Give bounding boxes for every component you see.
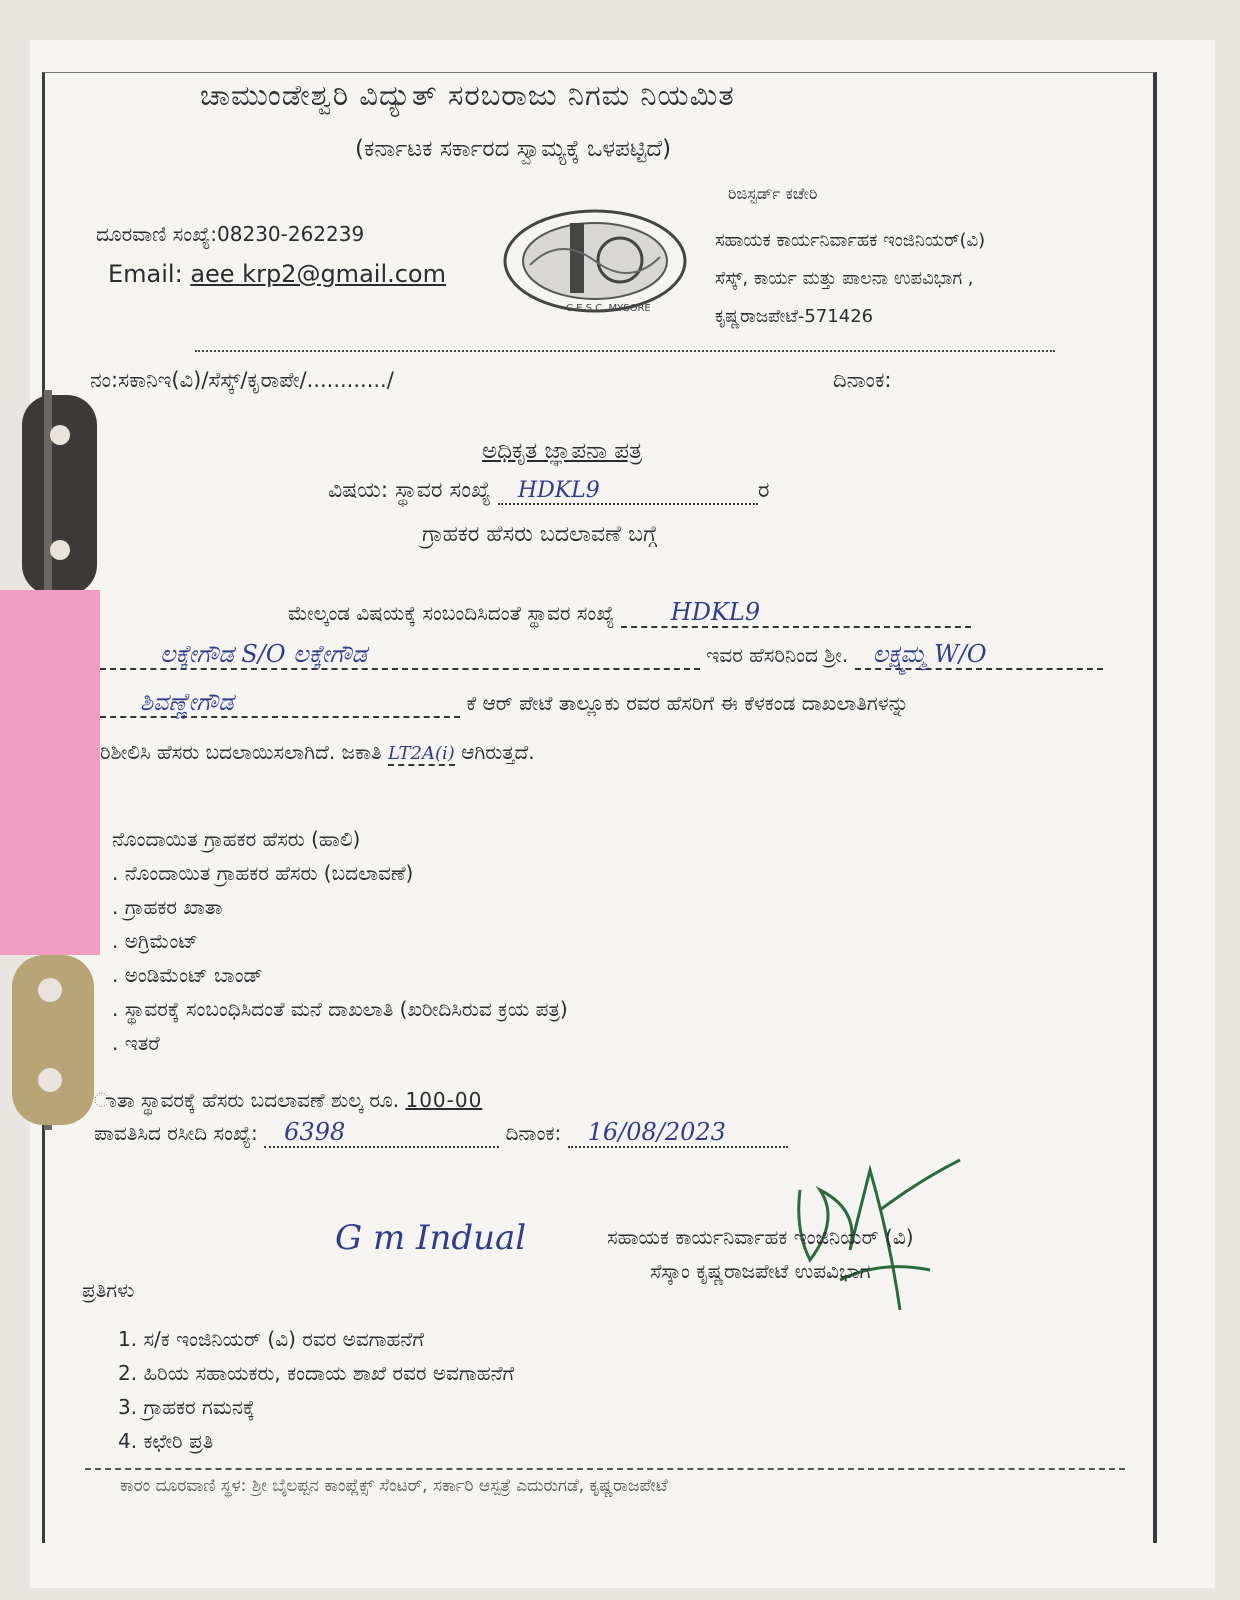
body-line-1-text: ಮೇಲ್ಕಂಡ ವಿಷಯಕ್ಕೆ ಸಂಬಂದಿಸಿದಂತೆ ಸ್ಥಾವರ ಸಂಖ್ಯೆ [288, 601, 615, 625]
footer-divider [85, 1468, 1125, 1470]
header-divider [195, 350, 1055, 352]
receipt-number: 6398 [284, 1118, 346, 1146]
receipt-date: 16/08/2023 [587, 1118, 726, 1146]
registered-office-label: ರಿಜಿಸ್ಟರ್ಡ್ ಕಚೇರಿ [728, 184, 818, 203]
subject-installation-number: HDKL9 [517, 478, 600, 503]
phone-number: ದೂರವಾಣಿ ಸಂಖ್ಯೆ:08230-262239 [96, 222, 365, 246]
list-item: . ಗ್ರಾಹಕರ ಖಾತಾ [112, 895, 223, 919]
copies-heading: ಪ್ರತಿಗಳು [82, 1278, 135, 1302]
subject-line-2: ಗ್ರಾಹಕರ ಹೆಸರು ಬದಲಾವಣೆ ಬಗ್ಗೆ [422, 522, 658, 547]
list-item: 1. ಸ/ಕ ಇಂಜಿನಿಯರ್ (ವಿ) ರವರ ಅವಗಾಹನೆಗೆ [118, 1327, 424, 1351]
tariff-code: LT2A(i) [388, 743, 455, 764]
body-line-4-text-b: ಆಗಿರುತ್ತದೆ. [461, 740, 535, 764]
body-line-2-text: ಇವರ ಹೆಸರಿನಿಂದ ಶ್ರೀ. [706, 643, 849, 667]
receipt-date-label: ದಿನಾಂಕ: [505, 1121, 562, 1145]
email-label: Email: [108, 260, 191, 288]
list-item: . ಇತರೆ [112, 1031, 160, 1055]
cesc-logo-icon [500, 205, 690, 317]
email-address: aee krp2@gmail.com [190, 260, 446, 288]
fee-text: ಾತಾ ಸ್ಥಾವರಕ್ಕೆ ಹೆಸರು ಬದಲಾವಣೆ ಶುಲ್ಕ ರೂ. [94, 1088, 400, 1112]
reference-number: ನಂ:ಸಕಾನಿಇ(ವಿ)/ಸೆಸ್ಕ್/ಕೃರಾಪೇ/............/ [90, 368, 394, 392]
receipt-line [94, 1118, 788, 1148]
receipt-label: ಪಾವತಿಸಿದ ರಸೀದಿ ಸಂಖ್ಯೆ: [94, 1121, 258, 1145]
logo-text: C.E.S.C, MYSORE [566, 303, 651, 314]
fee-amount: 100-00 [405, 1088, 483, 1112]
email-line [108, 260, 446, 288]
body-line-2 [100, 640, 1103, 670]
fee-line [94, 1088, 482, 1112]
copies-list [118, 1322, 514, 1458]
documents-list [112, 822, 568, 1060]
body-line-3-text: ಕೆ ಆರ್ ಪೇಟೆ ತಾಲ್ಲೂಕು ರವರ ಹೆಸರಿಗೆ ಈ ಕೆಳಕಂಡ ದಾಖಲಾತಿಗಳನ್ನು [466, 691, 909, 715]
subject-line [328, 478, 770, 505]
list-item: 3. ಗ್ರಾಹಕರ ಗಮನಕ್ಕೆ [118, 1395, 255, 1419]
office-address [715, 222, 985, 336]
designation-title: ಸಹಾಯಕ ಕಾರ್ಯನಿರ್ವಾಹಕ ಇಂಜಿನಿಯರ್ (ವಿ) [607, 1225, 914, 1249]
list-item: 4. ಕಛೇರಿ ಪ್ರತಿ [118, 1429, 214, 1453]
new-consumer-name: ಲಕ್ಷ್ಮಮ್ಮ W/O [872, 640, 987, 668]
list-item: . ಸ್ಥಾವರಕ್ಕೆ ಸಂಬಂಧಿಸಿದಂತೆ ಮನೆ ದಾಖಲಾತಿ (ಖರೀದಿಸಿರುವ ಕ್ರಯ ಪತ್ರ) [112, 997, 568, 1021]
body-line-1 [288, 598, 971, 628]
body-line-4-text-a: ರಿಶೀಲಿಸಿ ಹೆಸರು ಬದಲಾಯಿಸಲಾಗಿದೆ. ಜಕಾತಿ [100, 740, 382, 764]
footer-address: ಕಾರಂ ದೂರವಾಣಿ ಸ್ಥಳ: ಶ್ರೀ ಬೈಲಪ್ಪನ ಕಾಂಪ್ಲೆಕ್ಸ್ ಸೆಂಟರ್, ಸರ್ಕಾರಿ ಆಸ್ಪತ್ರೆ ಎದುರುಗಡೆ, ಕೃಷ್ಣರಾಜಪೇಟೆ [120, 1476, 668, 1496]
subject-suffix: ರ [757, 478, 770, 503]
org-name: ಚಾಮುಂಡೇಶ್ವರಿ ವಿದ್ಯುತ್ ಸರಬರಾಜು ನಿಗಮ ನಿಯಮಿತ [200, 78, 735, 112]
body-installation-number: HDKL9 [670, 598, 761, 626]
list-item: 2. ಹಿರಿಯ ಸಹಾಯಕರು, ಕಂದಾಯ ಶಾಖೆ ರವರ ಅವಗಾಹನೆಗೆ [118, 1361, 515, 1385]
binder-clip-icon [0, 390, 110, 1130]
document-title: ಅಧಿಕೃತ ಜ್ಞಾಪನಾ ಪತ್ರ [482, 438, 643, 464]
old-consumer-name: ಲಕ್ಕೇಗೌಡ S/O ಲಕ್ಕೇಗೌಡ [160, 640, 367, 668]
office-city-pin: ಕೃಷ್ಣರಾಜಪೇಟೆ-571426 [715, 306, 874, 327]
org-subtitle: (ಕರ್ನಾಟಕ ಸರ್ಕಾರದ ಸ್ವಾಮ್ಯಕ್ಕೆ ಒಳಪಟ್ಟಿದೆ) [355, 136, 672, 162]
list-item: ನೊಂದಾಯಿತ ಗ್ರಾಹಕರ ಹೆಸರು (ಹಾಲಿ) [112, 827, 361, 851]
designation-office: ಸೆಸ್ಕಾಂ ಕೃಷ್ಣರಾಜಪೇಟೆ ಉಪವಿಭಾಗ [650, 1259, 871, 1283]
office-division: ಸೆಸ್ಕ್, ಕಾರ್ಯ ಮತ್ತು ಪಾಲನಾ ಉಪವಿಭಾಗ , [715, 268, 974, 289]
reference-date-label: ದಿನಾಂಕ: [833, 368, 892, 392]
list-item: . ಅಗ್ರಿಮೆಂಟ್ [112, 929, 198, 953]
clerk-signature: G m Indual [335, 1218, 527, 1258]
list-item: . ನೊಂದಾಯಿತ ಗ್ರಾಹಕರ ಹೆಸರು (ಬದಲಾವಣೆ) [112, 861, 414, 885]
new-consumer-relation-name: ಶಿವಣ್ಣೇಗೌಡ [140, 688, 234, 716]
office-designation: ಸಹಾಯಕ ಕಾರ್ಯನಿರ್ವಾಹಕ ಇಂಜಿನಿಯರ್(ವಿ) [715, 230, 986, 251]
officer-designation [607, 1220, 914, 1288]
subject-prefix: ವಿಷಯ: ಸ್ಥಾವರ ಸಂಖ್ಯೆ [328, 478, 491, 503]
body-line-3 [100, 688, 909, 718]
list-item: . ಅಂಡಿಮೆಂಟ್ ಬಾಂಡ್ [112, 963, 263, 987]
body-line-4 [100, 740, 535, 766]
